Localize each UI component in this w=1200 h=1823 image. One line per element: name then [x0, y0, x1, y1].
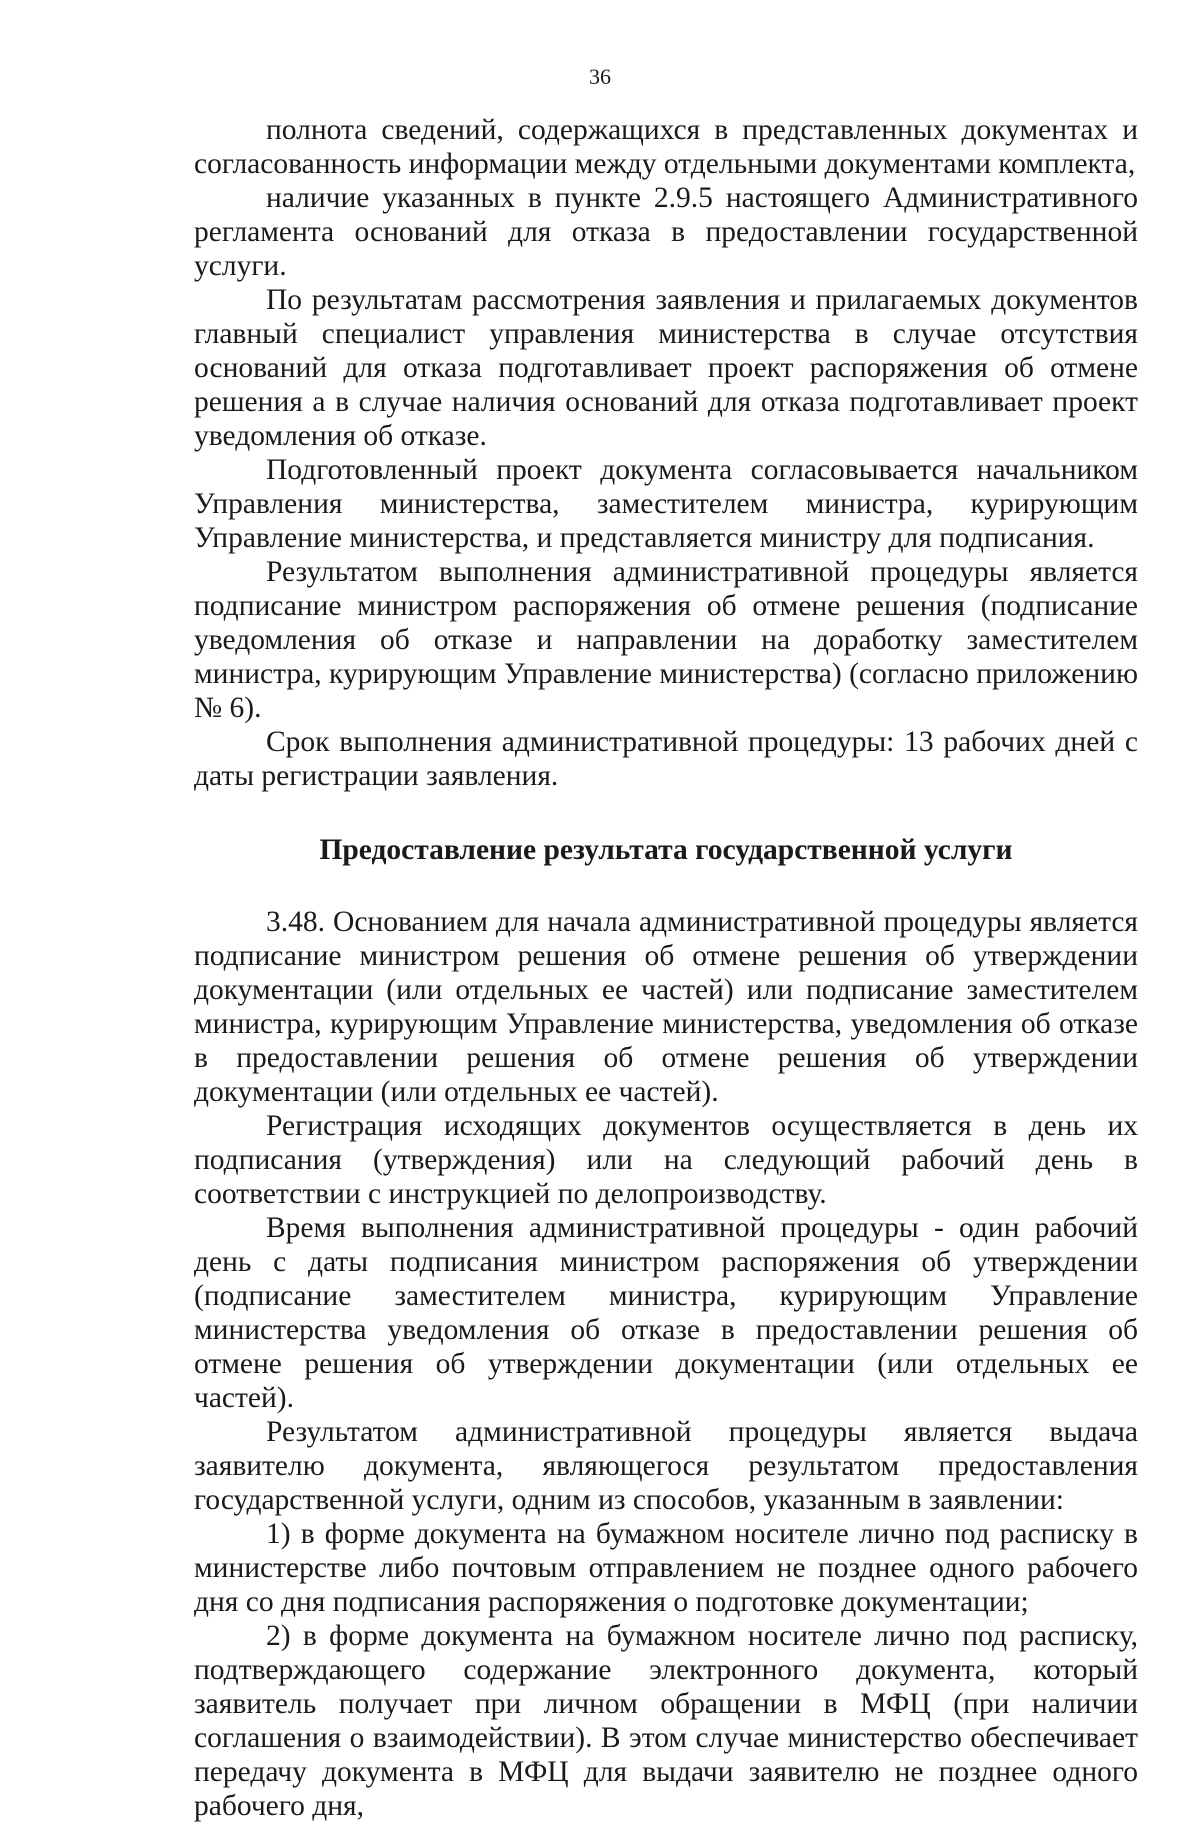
list-item-1: 1) в форме документа на бумажном носителе лично под расписку в министерстве либо почтовым отправлением не позднее одного рабочего дня со дня подписания распоряжения о подготовке документации;: [194, 1518, 1138, 1618]
paragraph-procedure-term: Срок выполнения административной процедуры: 13 рабочих дней с даты регистрации заявления.: [194, 726, 1138, 792]
paragraph-3-48: 3.48. Основанием для начала административной процедуры является подписание министром решения об отмене решения об утверждении документации (или отдельных ее частей) или подписание заместителем министра, курирующим Управление министерства, уведомления об отказе в предоставлении решения об отмене решения об утверждении документации (или отдельных ее частей).: [194, 906, 1138, 1108]
list-item-2: 2) в форме документа на бумажном носителе лично под расписку, подтверждающего содержание электронного документа, который заявитель получает при личном обращении в МФЦ (при наличии соглашения о взаимодействии). В этом случае министерство обеспечивает передачу документа в МФЦ для выдачи заявителю не позднее одного рабочего дня,: [194, 1620, 1138, 1822]
section-heading: Предоставление результата государственной услуги: [319, 834, 1013, 866]
paragraph-execution-time: Время выполнения административной процедуры - один рабочий день с даты подписания министром распоряжения об утверждении (подписание заместителем министра, курирующим Управление министерства уведомления об отказе в предоставлении решения об отмене решения об утверждении документации (или отдельных ее частей).: [194, 1212, 1138, 1414]
paragraph-issuance: Результатом административной процедуры является выдача заявителю документа, являющегося результатом предоставления государственной услуги, одним из способов, указанным в заявлении:: [194, 1416, 1138, 1516]
document-body: [194, 113, 1138, 1823]
paragraph-procedure-result: Результатом выполнения административной процедуры является подписание министром распоряжения об отмене решения (подписание уведомления об отказе и направлении на доработку заместителем министра, курирующим Управление министерства) (согласно приложению № 6).: [194, 556, 1138, 724]
paragraph-completeness: полнота сведений, содержащихся в представленных документах и согласованность информации между отдельными документами комплекта,: [194, 114, 1138, 180]
paragraph-approval: Подготовленный проект документа согласовывается начальником Управления министерства, заместителем министра, курирующим Управление министерства, и представляется министру для подписания.: [194, 454, 1138, 554]
paragraph-grounds-for-refusal: наличие указанных в пункте 2.9.5 настоящего Административного регламента оснований для отказа в предоставлении государственной услуги.: [194, 182, 1138, 282]
paragraph-registration: Регистрация исходящих документов осуществляется в день их подписания (утверждения) или на следующий рабочий день в соответствии с инструкцией по делопроизводству.: [194, 1110, 1138, 1210]
page-number: 36: [589, 64, 611, 89]
paragraph-review-results: По результатам рассмотрения заявления и прилагаемых документов главный специалист управления министерства в случае отсутствия оснований для отказа подготавливает проект распоряжения об отмене решения а в случае наличия оснований для отказа подготавливает проект уведомления об отказе.: [194, 284, 1138, 452]
